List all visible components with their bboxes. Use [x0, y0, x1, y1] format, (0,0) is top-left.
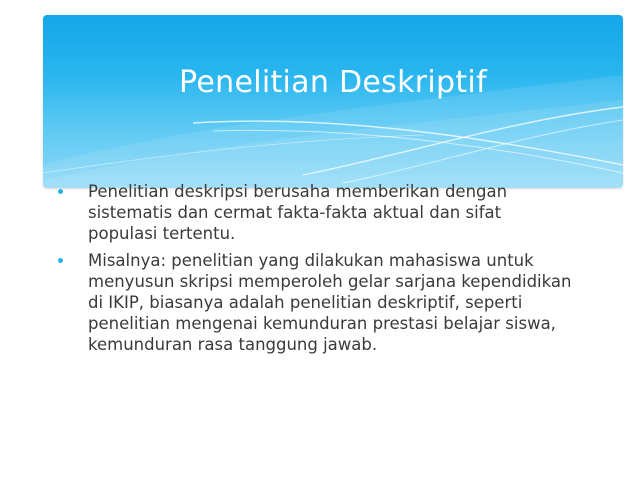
- wave-decoration: [43, 15, 623, 188]
- bullet-list: [54, 181, 574, 355]
- bullet-icon: [58, 189, 63, 194]
- bullet-icon: [58, 258, 63, 263]
- bullet-item: [54, 250, 574, 355]
- slide-content: [54, 181, 574, 361]
- title-banner: [43, 15, 623, 188]
- bullet-item: [54, 181, 574, 244]
- bullet-text: Misalnya: penelitian yang dilakukan mahasiswa untuk menyusun skripsi memperoleh gelar sarjana kependidikan di IKIP, biasanya adalah penelitian deskriptif, seperti penelitian mengenai kemunduran prestasi belajar siswa, kemunduran rasa tanggung jawab.: [88, 251, 572, 354]
- slide-title: Penelitian Deskriptif: [179, 65, 487, 100]
- bullet-text: Penelitian deskripsi berusaha memberikan dengan sistematis dan cermat fakta-fakta aktual dan sifat populasi tertentu.: [88, 182, 508, 243]
